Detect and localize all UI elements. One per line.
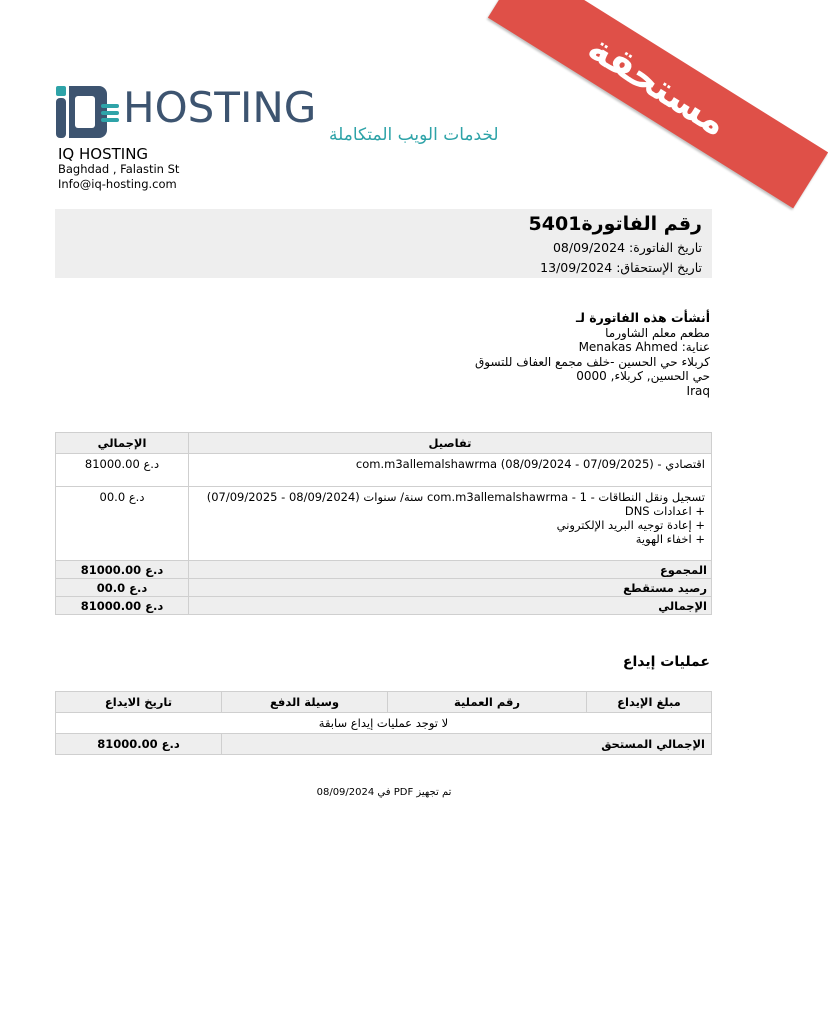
item-description: اقتصادي - com.m3allemalshawrma (08/09/2024 - 07/09/2025) [189,454,712,487]
table-row [56,713,712,734]
table-row [56,454,712,487]
total-label: الإجمالي [189,597,712,615]
column-header-details: تفاصيل [189,433,712,454]
billed-to-line: Iraq [686,383,710,398]
deposits-table [55,691,712,755]
iq-hosting-logo [55,83,499,145]
company-info [58,146,179,192]
credit-value: 00.0 د.ع [56,579,189,597]
table-row [56,487,712,561]
billed-to-line: عناية: Menakas Ahmed [578,340,710,354]
column-header-transaction-id: رقم العملية [388,692,587,713]
deposits-title: عمليات إيداع [622,654,710,670]
amount-due-value: 81000.00 د.ع [56,734,222,755]
billed-to [475,311,710,398]
total-row [56,597,712,615]
item-amount: 81000.00 د.ع [56,454,189,487]
logo-tagline: لخدمات الويب المتكاملة [329,125,499,145]
invoice-number: رقم الفاتورة5401 [528,213,702,235]
credit-row [56,579,712,597]
invoice-header [55,209,712,278]
column-header-total: الإجمالي [56,433,189,454]
billed-to-line: كربلاء حي الحسين -خلف مجمع العفاف للتسوق [474,354,710,369]
item-amount: 00.0 د.ع [56,487,189,561]
amount-due-row [56,734,712,755]
pdf-generated-note: تم تجهيز PDF في 08/09/2024 [316,787,452,798]
company-email: Info@iq-hosting.com [58,177,177,191]
amount-due-label: الإجمالي المستحق [222,734,712,755]
credit-label: رصيد مستقطع [189,579,712,597]
invoice-date: تاريخ الفاتورة: 08/09/2024 [552,240,702,255]
status-ribbon: مستحقة [488,0,828,208]
company-address: Baghdad , Falastin St [58,162,180,176]
company-name: IQ HOSTING [58,145,149,163]
no-deposits-message: لا توجد عمليات إيداع سابقة [56,713,712,734]
subtotal-value: 81000.00 د.ع [56,561,189,579]
billed-to-line: مطعم معلم الشاورما [605,325,710,340]
total-value: 81000.00 د.ع [56,597,189,615]
column-header-deposit-date: تاريخ الايداع [56,692,222,713]
subtotal-label: المجموع [189,561,712,579]
item-description: تسجيل ونقل النطاقات - com.m3allemalshawrma - 1 سنة/ سنوات (08/09/2024 - 07/09/2025) + اعدادات DNS + إعادة توجيه البريد الإلكتروني + اخفاء الهوية [189,487,712,561]
column-header-payment-method: وسيلة الدفع [222,692,388,713]
invoice-items-table [55,432,712,615]
logo-word: HOSTING [123,83,317,132]
billed-to-header: أنشأت هذه الفاتورة لـ [575,310,710,325]
subtotal-row [56,561,712,579]
invoice-due-date: تاريخ الإستحقاق: 13/09/2024 [540,260,702,275]
billed-to-line: حي الحسين, كربلاء, 0000 [576,369,710,383]
column-header-deposit-amount: مبلغ الإيداع [587,692,712,713]
